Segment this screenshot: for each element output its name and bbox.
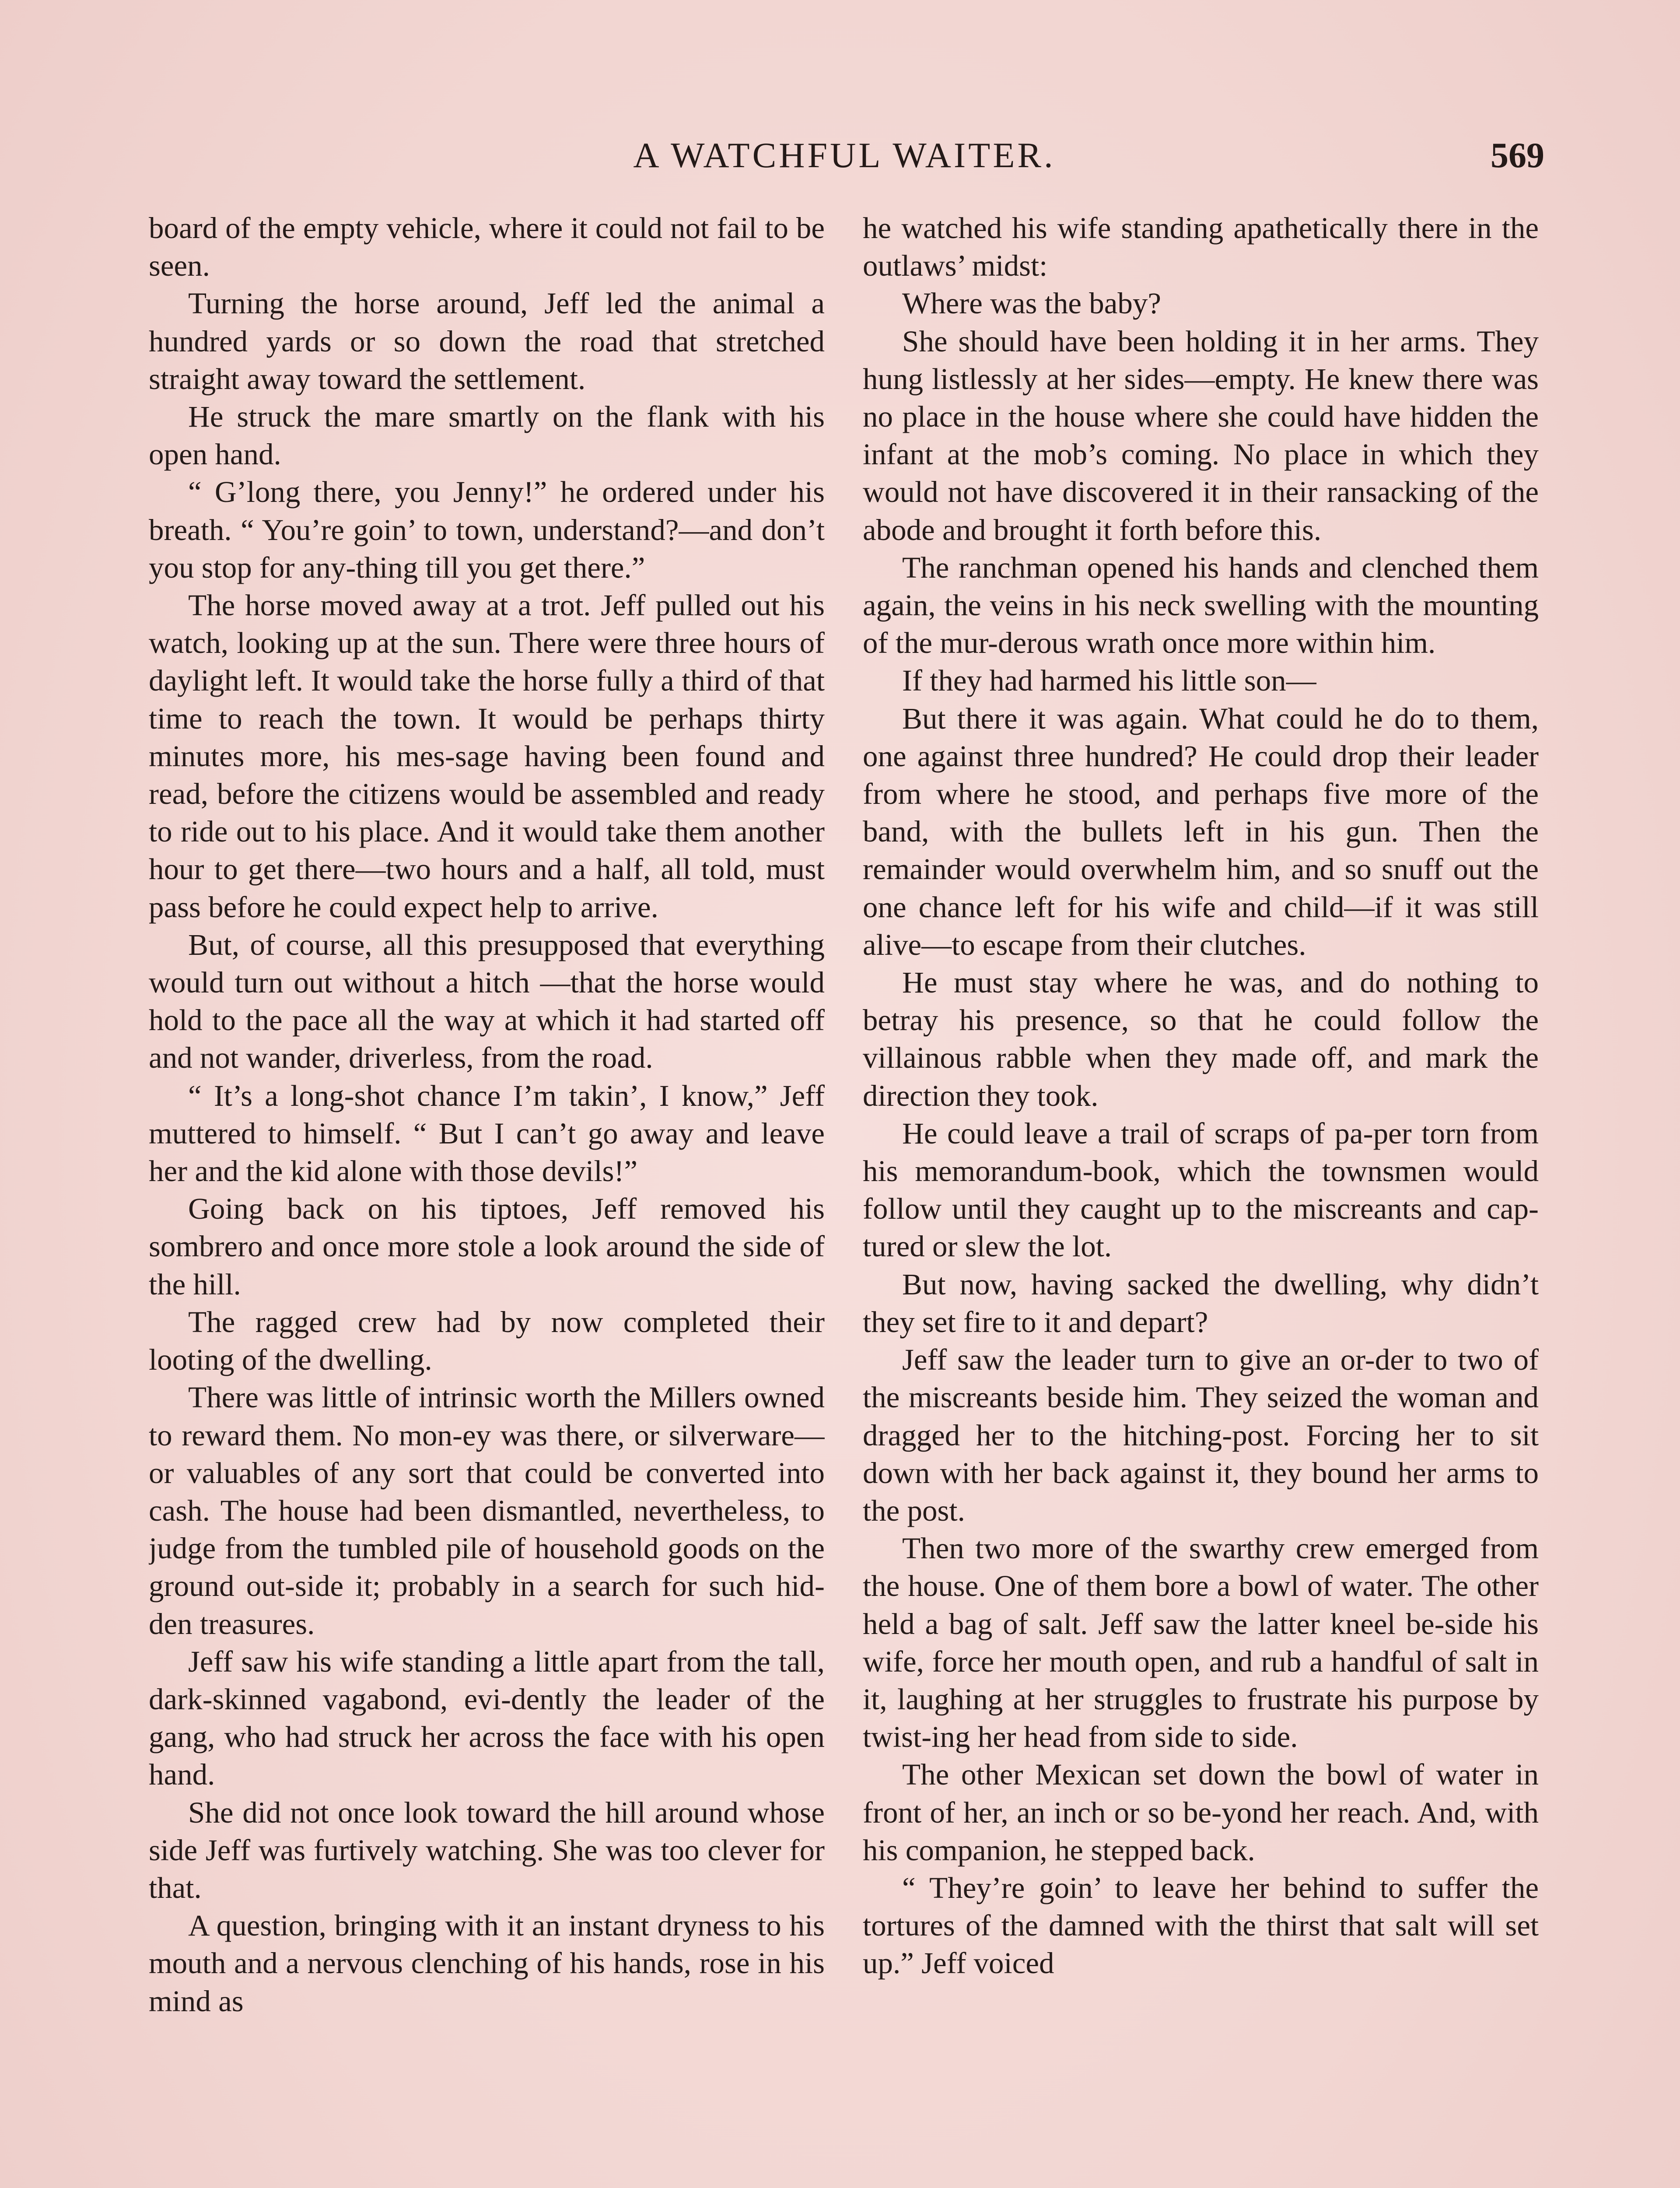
paragraph: Turning the horse around, Jeff led the animal a hundred yards or so down the road that stretched straight away toward the settlement. xyxy=(149,287,825,396)
paragraph: There was little of intrinsic worth the Millers owned to reward them. No mon-ey was there, or silverware—or valuables of any sort that could be converted into cash. The house had been dismantled, nevertheless, to judge from the tumbled pile of household goods on the ground out-side it; probably in a search for such hid-den treasures. xyxy=(149,1381,825,1641)
paragraph: “ It’s a long-shot chance I’m takin’, I know,” Jeff muttered to himself. “ But I can’t go away and leave her and the kid alone with those devils!” xyxy=(149,1079,825,1188)
paragraph: A question, bringing with it an instant dryness to his mouth and a nervous clenching of his hands, rose in his mind as xyxy=(149,1909,825,2018)
paragraph: Then two more of the swarthy crew emerged from the house. One of them bore a bowl of water. The other held a bag of salt. Jeff saw the latter kneel be-side his wife, force her mouth open, and rub a handful of salt in it, laughing at her struggles to frustrate his purpose by twist-ing her head from side to side. xyxy=(863,1532,1539,1754)
paragraph: But, of course, all this presupposed that everything would turn out without a hitch —that the horse would hold to the pace all the way at which it had started off and not wander, driverless, from the road. xyxy=(149,928,825,1075)
page-number: 569 xyxy=(1491,135,1544,175)
paragraph: But now, having sacked the dwelling, why didn’t they set fire to it and depart? xyxy=(863,1267,1539,1339)
paragraph: He struck the mare smartly on the flank with his open hand. xyxy=(149,400,825,471)
right-column xyxy=(863,209,1539,2188)
paragraph: She should have been holding it in her arms. They hung listlessly at her sides—empty. He knew there was no place in the house where she could have hidden the infant at the mob’s coming. No place in which they would not have discovered it in their ransacking of the abode and brought it forth before this. xyxy=(863,324,1539,547)
paragraph: Where was the baby? xyxy=(902,287,1161,320)
paragraph: Jeff saw the leader turn to give an or-der to two of the miscreants beside him. They seized the woman and dragged her to the hitching-post. Forcing her to sit down with her back against it, they bound her arms to the post. xyxy=(863,1343,1539,1527)
paragraph: But there it was again. What could he do to them, one against three hundred? He could drop their leader from where he stood, and perhaps five more of the band, with the bullets left in his gun. Then the remainder would overwhelm him, and so snuff out the one chance left for his wife and child—if it was still alive—to escape from their clutches. xyxy=(863,701,1539,961)
paragraph: Going back on his tiptoes, Jeff removed his sombrero and once more stole a look around the side of the hill. xyxy=(149,1192,825,1301)
paragraph: he watched his wife standing apathetically there in the outlaws’ midst: xyxy=(863,211,1539,283)
left-column xyxy=(149,209,825,2188)
paragraph: board of the empty vehicle, where it could not fail to be seen. xyxy=(149,211,825,283)
paragraph: The other Mexican set down the bowl of water in front of her, an inch or so be-yond her reach. And, with his companion, he stepped back. xyxy=(863,1758,1539,1867)
paragraph: The ranchman opened his hands and clenched them again, the veins in his neck swelling with the mounting of the mur-derous wrath once more within him. xyxy=(863,551,1539,660)
paragraph: The horse moved away at a trot. Jeff pulled out his watch, looking up at the sun. There were three hours of daylight left. It would take the horse fully a third of that time to reach the town. It would be perhaps thirty minutes more, his mes-sage having been found and read, before the citizens would be assembled and ready to ride out to his place. And it would take them another hour to get there—two hours and a half, all told, must pass before he could expect help to arrive. xyxy=(149,589,825,924)
paragraph: The ragged crew had by now completed their looting of the dwelling. xyxy=(149,1305,825,1377)
paragraph: “ They’re goin’ to leave her behind to suffer the tortures of the damned with the thirst that salt will set up.” Jeff voiced xyxy=(863,1871,1539,1980)
paragraph: He must stay where he was, and do nothing to betray his presence, so that he could follow the villainous rabble when they made off, and mark the direction they took. xyxy=(863,966,1539,1112)
running-title: A WATCHFUL WAITER. xyxy=(633,135,1056,175)
paragraph: If they had harmed his little son— xyxy=(902,664,1316,698)
paragraph: She did not once look toward the hill around whose side Jeff was furtively watching. She was too clever for that. xyxy=(149,1795,825,1904)
paragraph: “ G’long there, you Jenny!” he ordered under his breath. “ You’re goin’ to town, understand?—and don’t you stop for any-thing till you get there.” xyxy=(149,475,825,584)
paragraph: Jeff saw his wife standing a little apart from the tall, dark-skinned vagabond, evi-dently the leader of the gang, who had struck her across the face with his open hand. xyxy=(149,1645,825,1792)
paragraph: He could leave a trail of scraps of pa-per torn from his memorandum-book, which the townsmen would follow until they caught up to the miscreants and cap-tured or slew the lot. xyxy=(863,1116,1539,1263)
page-header xyxy=(144,131,1544,179)
